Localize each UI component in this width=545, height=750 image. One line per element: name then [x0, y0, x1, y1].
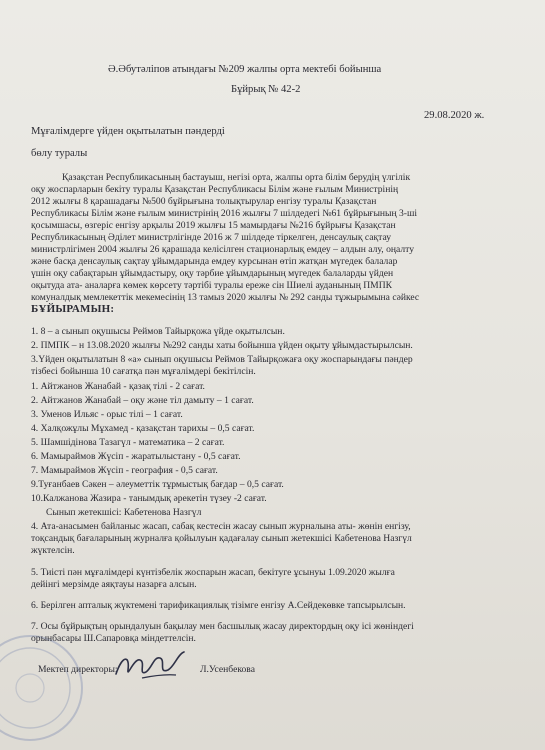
preamble-line: оқытуда ата- аналарға көмек көрсету тәртібі туралы ереже сін Шиелі ауданының ПМПК [31, 280, 393, 291]
preamble-line: Қазақстан Республикасының бастауыш, негізі орта, жалпы орта білім берудің үлгілік [62, 172, 411, 183]
preamble-line: және басқа денсаулық сақтау ұйымдарында емдеу курсынан өтіп жатқан мүгедек балалар [31, 256, 398, 267]
order-item: 3.Үйден оқытылатын 8 «а» сынып оқушысы Реймов Тайырқожаға оқу жоспарындағы пәндер [31, 354, 413, 365]
signature-title: Мектеп директоры: [38, 664, 118, 675]
order-item: 1. 8 – а сынып оқушысы Реймов Тайырқожа үйде оқытылсын. [31, 326, 285, 337]
order-item: тоқсандық бағаларының журналға қойылуын қадағалау сынып жетекшісі Кабетенова Назгүл [31, 533, 412, 544]
teacher-assignment: 1. Айтжанов Жанабай - қазақ тілі - 2 сағат. [31, 381, 205, 392]
order-item: тізбесі бойынша 10 сағатқа пән мұғалімдері бекітілсін. [31, 366, 256, 377]
order-item: дейінгі мерзімде аяқтауы назарға алсын. [31, 579, 197, 590]
order-item: жүктелсін. [31, 545, 75, 556]
order-date: 29.08.2020 ж. [424, 110, 485, 121]
order-item: 2. ПМПК – н 13.08.2020 жылғы №292 санды хаты бойынша үйден оқыту ұйымдастырылсын. [31, 340, 413, 351]
order-heading: БҰЙЫРАМЫН: [31, 303, 115, 315]
preamble-line: Республикасының Әділет министрлігінде 2016 ж 7 шілдеде тіркелген, денсаулық сақтау [31, 232, 392, 243]
order-number: Бұйрық № 42-2 [231, 84, 301, 95]
order-item: 6. Берілген апталық жүктемені тарификациялық тізімге енгізу А.Сейдекөвке тапсырылсын. [31, 600, 406, 611]
class-teacher-line: Сынып жетекшісі: Кабетенова Назгүл [46, 507, 202, 518]
teacher-assignment: 2. Айтжанов Жанабай – оқу және тіл дамыту – 1 сағат. [31, 395, 254, 406]
school-name-heading: Ә.Әбутәліпов атындағы №209 жалпы орта мектебі бойынша [108, 64, 382, 75]
preamble-line: министрлігімен 2004 жылғы 26 қарашада келісілген стационарлық емдеу – алдын алу, оңалту [31, 244, 414, 255]
teacher-assignment: 10.Калжанова Жазира - танымдық әрекетін түзеу -2 сағат. [31, 493, 267, 504]
preamble-line: оқу жоспарларын бекіту туралы Қазақстан Республикасы Білім және ғылым Министрінің [31, 184, 399, 195]
teacher-assignment: 9.Туғанбаев Сәкен – әлеуметтік тұрмыстық бағдар – 0,5 сағат. [31, 479, 284, 490]
teacher-assignment: 4. Халқожұлы Мұхамед - қазақстан тарихы – 0,5 сағат. [31, 423, 255, 434]
preamble-line: комуналдық мемлекеттік мекемесінің 13 тамыз 2020 жылғы № 292 санды тұжырымына сәйкес [31, 292, 420, 303]
preamble-line: үшін оқу сабақтарын ұйымдастыру, оқу тәрбие ұйымдарының мүгедек балаларды үйден [31, 268, 394, 279]
order-item: 7. Осы бұйрықтың орындалуын бақылау мен басшылық жасау директордың оқу ісі жөніндегі [31, 621, 414, 632]
stamp-seal-icon [0, 628, 90, 748]
teacher-assignment: 6. Мамыраймов Жүсіп - жаратылыстану - 0,5 сағат. [31, 451, 241, 462]
order-item: орынбасары Ш.Сапаровқа міндеттелсін. [31, 633, 196, 644]
subject-line-2: бөлу туралы [31, 148, 88, 159]
director-name: Л.Усенбекова [200, 664, 255, 675]
preamble-line: қосымшасы, өзгеріс енгізу арқылы 2019 жылғы 15 мамырдағы №216 бұйрығы Қазақстан [31, 220, 396, 231]
subject-line-1: Мұғалімдерге үйден оқытылатын пәндерді [31, 126, 225, 137]
order-item: 4. Ата-анасымен байланыс жасап, сабақ кестесін жасау сынып журналына аты- жөнін енгізу, [31, 521, 411, 532]
preamble-line: Республикасы Білім және ғылым министрінің 2016 жылғы 7 шілдедегі №61 бұйрығының 3-ші [31, 208, 418, 219]
teacher-assignment: 5. Шамшідінова Тазагүл - математика – 2 сағат. [31, 437, 225, 448]
teacher-assignment: 3. Уменов Ильяс - орыс тілі – 1 сағат. [31, 409, 183, 420]
preamble-line: 2012 жылғы 8 қарашадағы №500 бұйрығына толықтырулар енгізу туралы Қазақстан [31, 196, 377, 207]
teacher-assignment: 7. Мамыраймов Жүсіп - география - 0,5 сағат. [31, 465, 218, 476]
order-item: 5. Тиісті пән мұғалімдері күнтізбелік жоспарын жасап, бекітуге ұсынуы 1.09.2020 жылға [31, 567, 395, 578]
handwritten-signature-icon [112, 648, 192, 684]
